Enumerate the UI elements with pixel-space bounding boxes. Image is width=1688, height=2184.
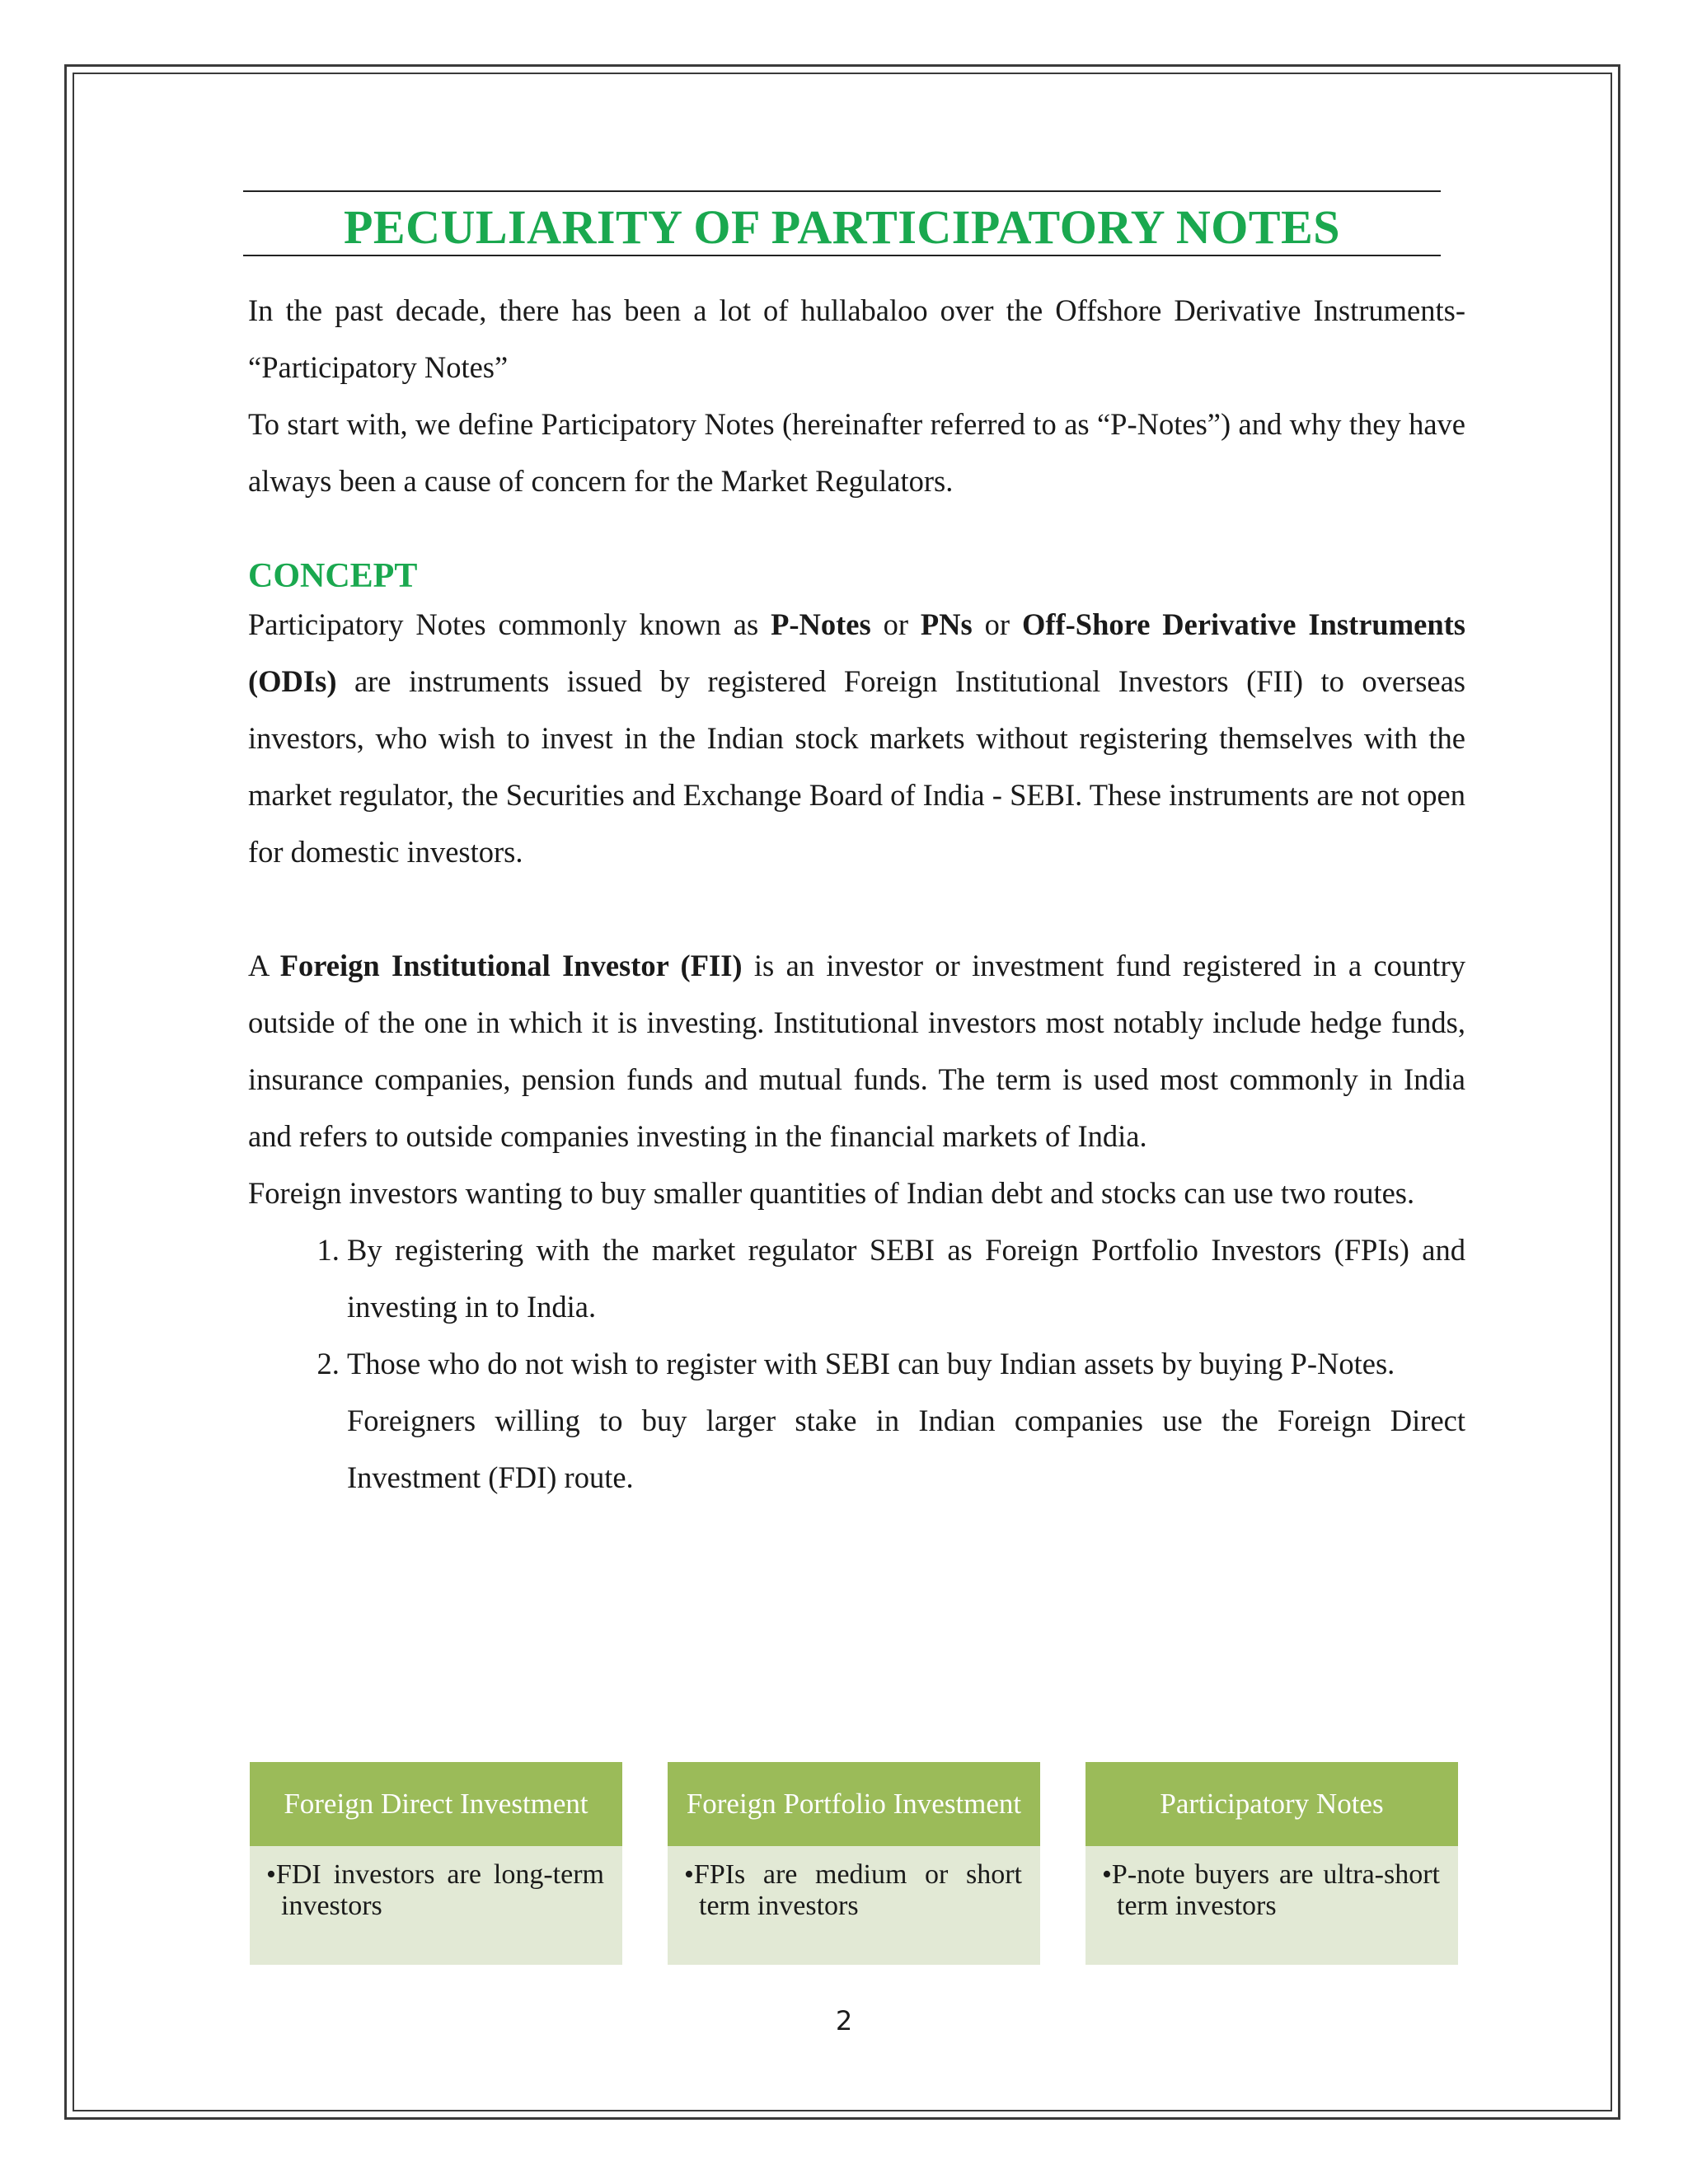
term-pns: PNs xyxy=(920,607,973,641)
fdi-note: Foreigners willing to buy larger stake in Indian companies use the Foreign Direct Investment (FDI) route. xyxy=(347,1404,1465,1494)
term-fii: Foreign Institutional Investor (FII) xyxy=(279,949,743,982)
box-fpi xyxy=(668,1762,1040,1965)
routes-intro: Foreign investors wanting to buy smaller quantities of Indian debt and stocks can use two routes. xyxy=(248,1176,1415,1210)
comparison-boxes xyxy=(250,1762,1458,1965)
document-body xyxy=(248,282,1465,1506)
routes-list xyxy=(248,1221,1465,1392)
box-pnotes xyxy=(1085,1762,1458,1965)
box-pnotes-header: Participatory Notes xyxy=(1085,1762,1458,1846)
term-odis: Off-Shore Derivative Instruments (ODIs) xyxy=(248,607,1465,698)
box-fpi-body: •FPIs are medium or short term investors xyxy=(668,1846,1040,1965)
page-number: 2 xyxy=(835,2005,853,2036)
route-item-2: 2. Those who do not wish to register with SEBI can buy Indian assets by buying P-Notes. xyxy=(347,1335,1465,1392)
route-item-1: 1. By registering with the market regulator SEBI as Foreign Portfolio Investors (FPIs) and investing in to India. xyxy=(347,1221,1465,1335)
intro-paragraph-2: To start with, we define Participatory Notes (hereinafter referred to as “P-Notes”) and why they have always been a cause of concern for the Market Regulators. xyxy=(248,407,1465,498)
box-pnotes-body: •P-note buyers are ultra-short term investors xyxy=(1085,1846,1458,1965)
section-heading-concept: CONCEPT xyxy=(248,557,418,595)
box-fdi-body: •FDI investors are long-term investors xyxy=(250,1846,622,1965)
intro-paragraph-1: In the past decade, there has been a lot of hullabaloo over the Offshore Derivative Instruments- “Participatory Notes” xyxy=(248,293,1465,384)
box-fdi-header: Foreign Direct Investment xyxy=(250,1762,622,1846)
fii-paragraph: A Foreign Institutional Investor (FII) is an investor or investment fund registered in a country outside of the one in which it is investing. Institutional investors most notably include hedge funds, insurance companies, pension funds and mutual funds. The term is used most commonly in India and refers to outside companies investing in the financial markets of India. xyxy=(248,949,1465,1153)
concept-paragraph-1: Participatory Notes commonly known as P-Notes or PNs or Off-Shore Derivative Instruments (ODIs) are instruments issued by registered Foreign Institutional Investors (FII) to overseas investors, who wish to invest in the Indian stock markets without registering themselves with the market regulator, the Securities and Exchange Board of India - SEBI. These instruments are not open for domestic investors. xyxy=(248,607,1465,869)
title-rule-bottom xyxy=(243,255,1441,256)
term-p-notes: P-Notes xyxy=(771,607,871,641)
page-title: PECULIARITY OF PARTICIPATORY NOTES xyxy=(343,200,1341,254)
box-fdi xyxy=(250,1762,622,1965)
title-rule-top xyxy=(243,190,1441,192)
box-fpi-header: Foreign Portfolio Investment xyxy=(668,1762,1040,1846)
